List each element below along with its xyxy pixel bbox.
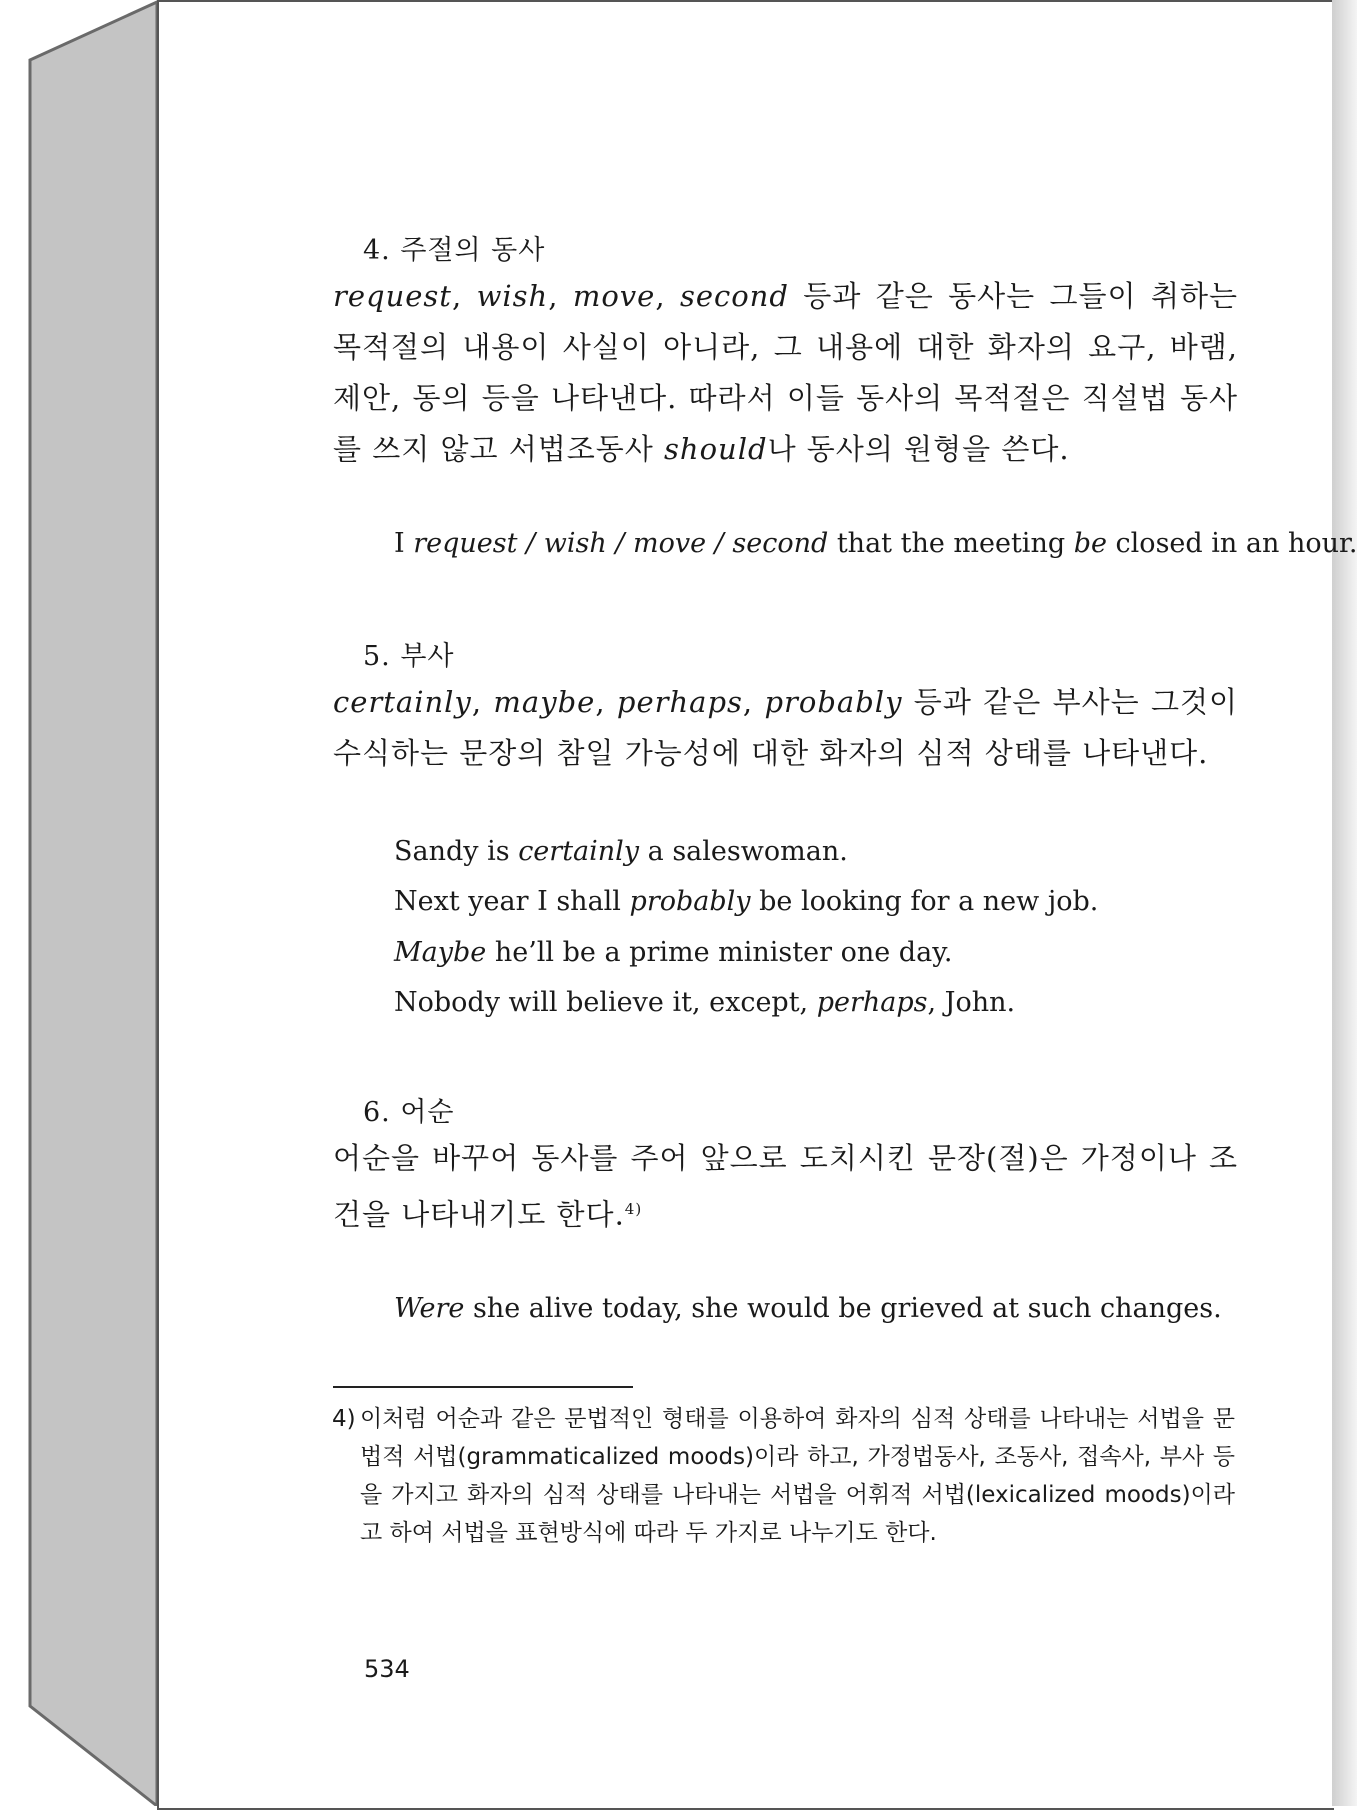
italic-term: be: [1073, 528, 1107, 559]
page-number: 534: [364, 1655, 410, 1683]
paragraph-text: [333, 279, 1238, 466]
book-spine: [0, 0, 170, 1806]
italic-term: probably: [629, 886, 751, 917]
text-run: 등과 같은 동사는 그들이 취하는 목적절의 내용이 사실이 아니라, 그 내용에 대한 화자의 요구, 바램, 제안, 동의 등을 나타낸다. 따라서 이들 동사의 목적절은 직설법 동사를 쓰지 않고 서법조동사: [333, 279, 1238, 466]
text-run: he’ll be a prime minister one day.: [486, 937, 953, 968]
example-sentence: [394, 528, 1357, 559]
italic-term: probably: [764, 685, 903, 719]
italic-term: perhaps: [616, 685, 743, 719]
text-run: ,: [548, 279, 573, 313]
text-run: 어순을 바꾸어 동사를 주어 앞으로 도치시킨 문장(절)은 가정이나 조건을 나타내기도 한다.: [333, 1141, 1238, 1232]
text-run: she alive today, she would be grieved at such changes.: [464, 1293, 1222, 1324]
footnote-reference[interactable]: 4): [624, 1200, 643, 1218]
italic-term: Were: [394, 1293, 465, 1324]
footnote-divider: [333, 1386, 633, 1388]
example-sentence: [394, 937, 952, 968]
italic-term: second: [679, 279, 789, 313]
text-run: be looking for a new job.: [750, 886, 1099, 917]
example-sentence: [394, 836, 848, 867]
example-sentence: [394, 886, 1098, 917]
section-heading: 6. 어순: [363, 1097, 455, 1128]
example-text: [394, 937, 952, 968]
text-run: , John.: [927, 987, 1016, 1018]
text-run: 나 동사의 원형을 쓴다.: [767, 432, 1070, 466]
example-sentence: [394, 1293, 1222, 1324]
example-text: [394, 836, 848, 867]
footnote-number: 4): [332, 1406, 356, 1432]
italic-term: request / wish / move / second: [413, 528, 829, 559]
section-paragraph: [333, 271, 1238, 475]
footnote: [332, 1400, 1235, 1552]
footnote-text: 이처럼 어순과 같은 문법적인 형태를 이용하여 화자의 심적 상태를 나타내는 서법을 문법적 서법(grammaticalized moods)이라 하고, 가정법동사, 조동사, 접속사, 부사 등을 가지고 화자의 심적 상태를 나타내는 서법을 어휘적 서법(lexicalized moods)이라고 하여 서법을 표현방식에 따라 두 가지로 나누기도 한다.: [360, 1406, 1235, 1546]
text-run: I: [394, 528, 414, 559]
text-run: Nobody will believe it, except,: [394, 987, 817, 1018]
section-heading: 4. 주절의 동사: [363, 235, 546, 266]
text-run: a saleswoman.: [639, 836, 848, 867]
section-paragraph: [333, 677, 1238, 779]
italic-term: Maybe: [394, 937, 487, 968]
italic-term: certainly: [333, 685, 472, 719]
example-text: [394, 528, 1357, 559]
text-run: ,: [655, 279, 680, 313]
text-run: that the meeting: [828, 528, 1074, 559]
example-text: [394, 886, 1098, 917]
italic-term: perhaps: [816, 987, 928, 1018]
text-run: 등과 같은 부사는 그것이 수식하는 문장의 참일 가능성에 대한 화자의 심적 상태를 나타낸다.: [333, 685, 1239, 770]
text-run: Next year I shall: [394, 886, 630, 917]
example-sentence: [394, 987, 1015, 1018]
text-run: ,: [742, 685, 765, 719]
italic-term: maybe: [493, 685, 596, 719]
text-run: ,: [451, 279, 477, 313]
italic-term: move: [572, 279, 656, 313]
text-run: ,: [471, 685, 494, 719]
page-edge-shadow: [1332, 0, 1357, 1806]
section-heading: 5. 부사: [363, 641, 455, 672]
section-paragraph: [333, 1133, 1238, 1241]
paragraph-text: [333, 1141, 1238, 1232]
text-run: Sandy is: [394, 836, 519, 867]
example-text: [394, 987, 1015, 1018]
example-text: [394, 1293, 1222, 1324]
paragraph-text: [333, 685, 1238, 770]
text-run: ,: [595, 685, 617, 719]
italic-term: certainly: [518, 836, 640, 867]
italic-term: request: [333, 279, 452, 313]
text-run: closed in an hour.: [1106, 528, 1357, 559]
italic-term: should: [664, 432, 768, 466]
italic-term: wish: [476, 279, 549, 313]
